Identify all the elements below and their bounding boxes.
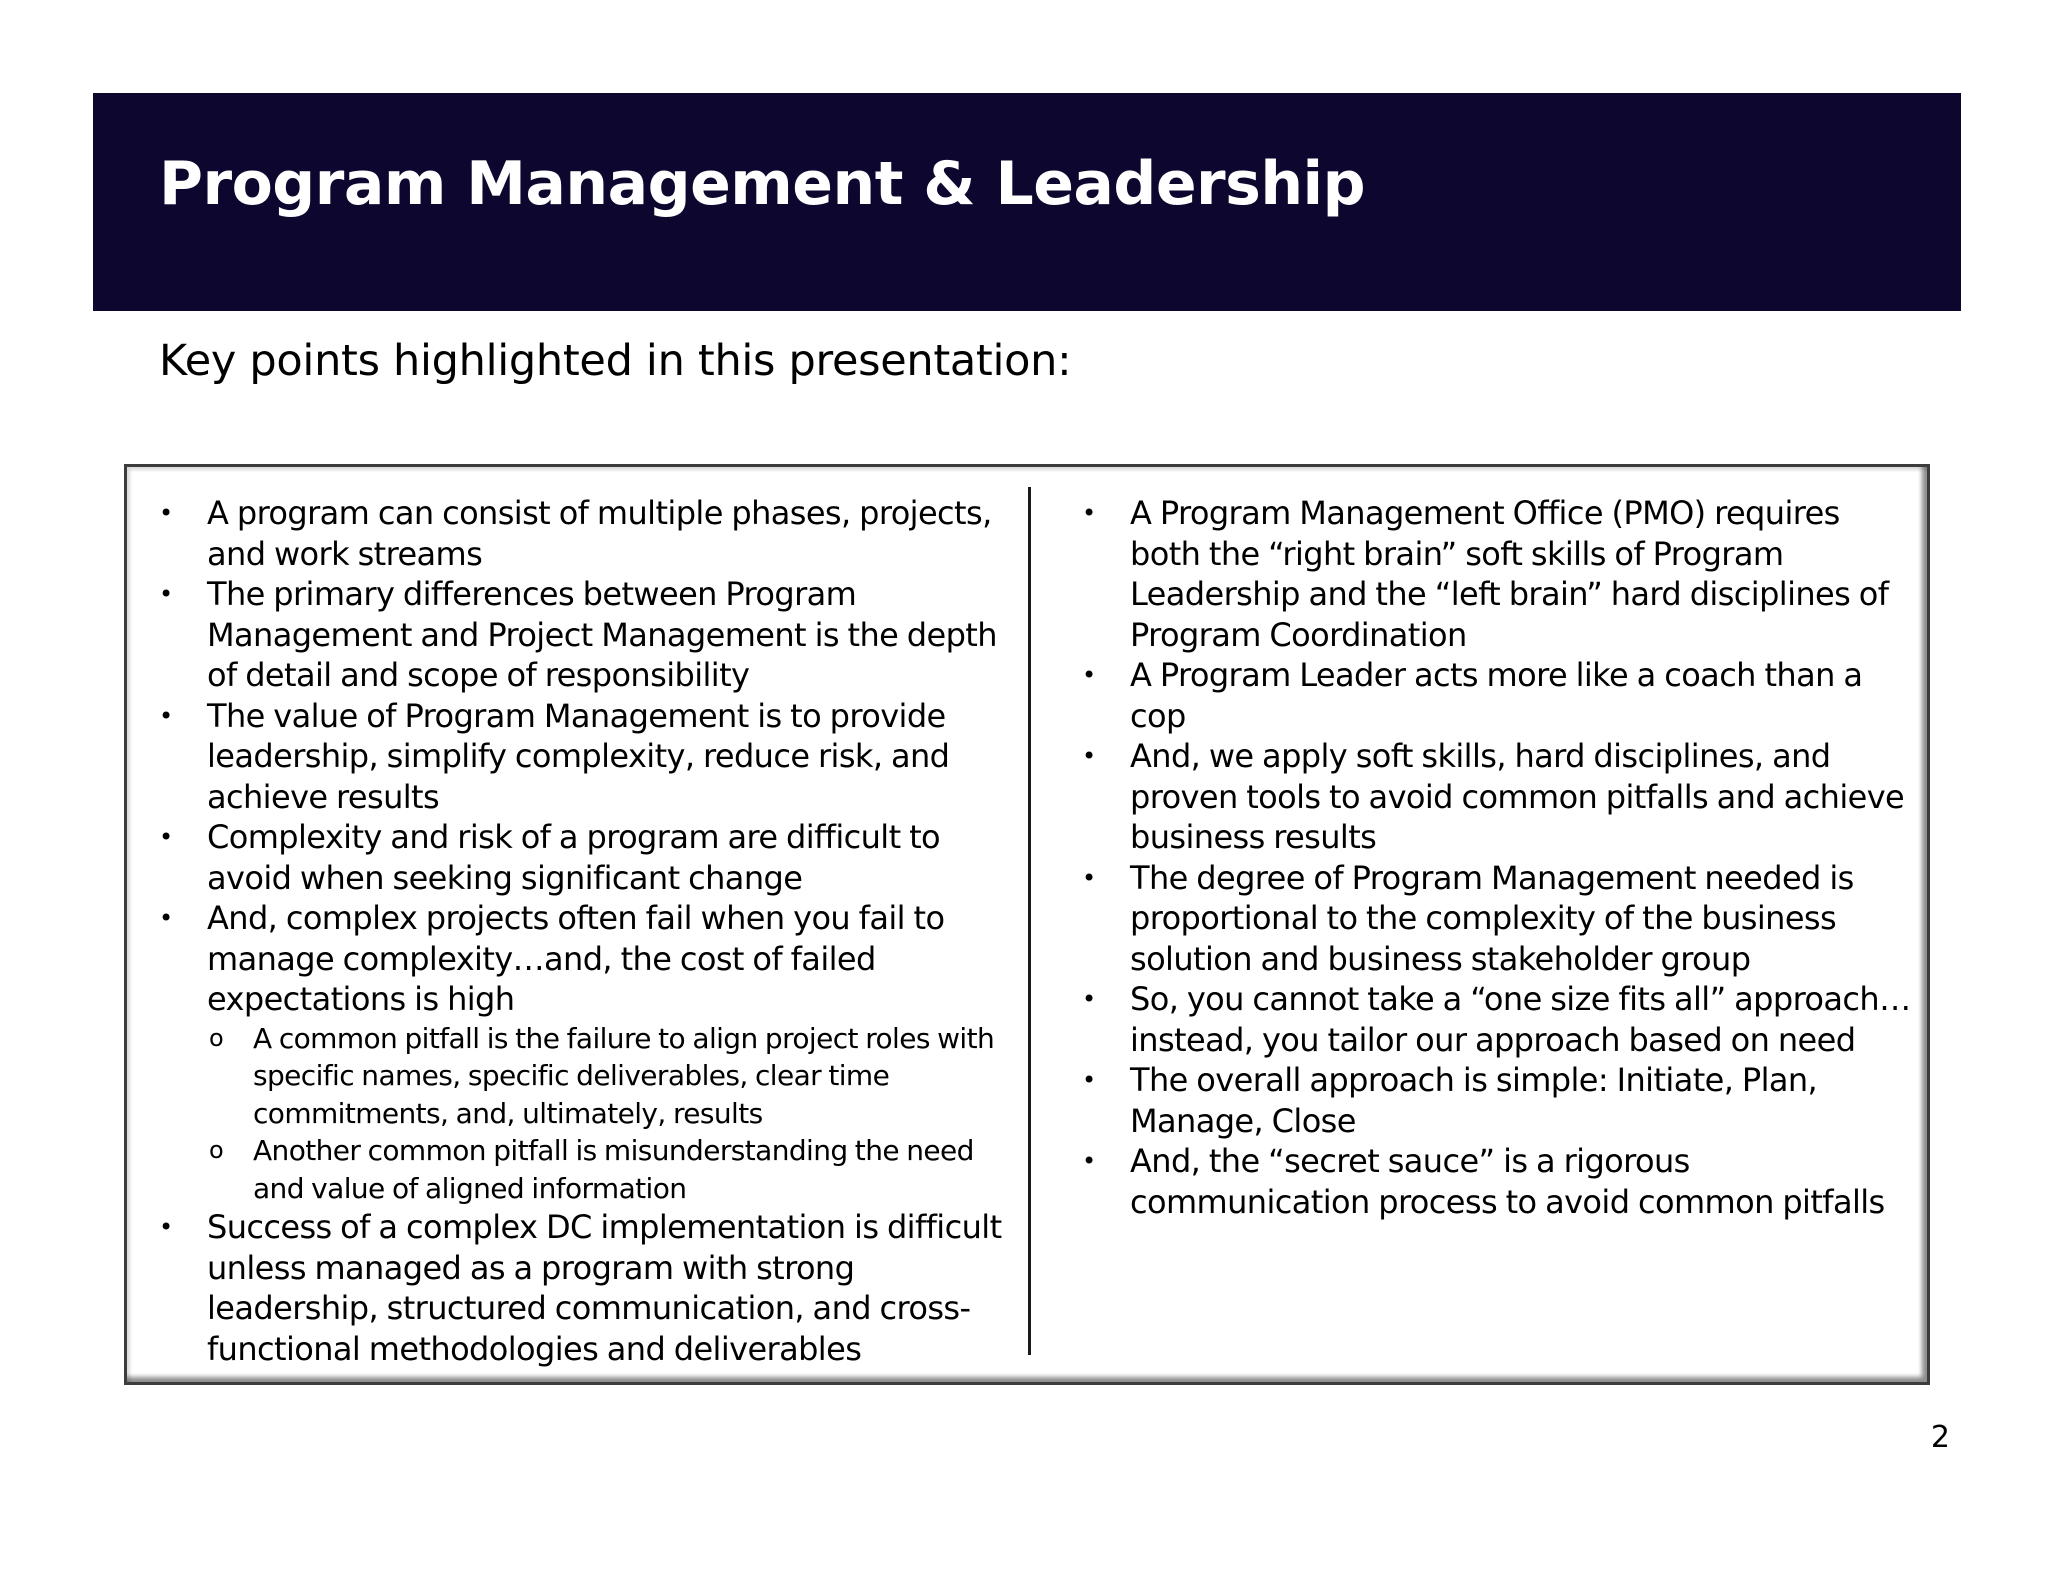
bullet-icon: •	[1082, 1066, 1096, 1094]
bullet-text: Complexity and risk of a program are difficult to avoid when seeking significant change	[207, 818, 941, 897]
list-item	[1082, 979, 1912, 1060]
right-column	[1082, 493, 1912, 1222]
list-item	[159, 1207, 1009, 1369]
list-item	[159, 898, 1009, 1207]
bullet-text: A program can consist of multiple phases, projects, and work streams	[207, 494, 992, 573]
key-points-box	[124, 464, 1930, 1385]
sub-list-item	[207, 1020, 1009, 1133]
circle-bullet-icon: o	[209, 1023, 224, 1052]
list-item	[159, 817, 1009, 898]
sub-list-item	[207, 1132, 1009, 1207]
list-item	[159, 696, 1009, 818]
bullet-text: The overall approach is simple: Initiate, Plan, Manage, Close	[1130, 1061, 1818, 1140]
slide-title: Program Management & Leadership	[159, 149, 1366, 219]
list-item	[1082, 493, 1912, 655]
bullet-text: And, the “secret sauce” is a rigorous communication process to avoid common pitfalls	[1130, 1142, 1885, 1221]
sub-bullet-list	[207, 1020, 1009, 1208]
bullet-icon: •	[1082, 661, 1096, 689]
bullet-icon: •	[159, 701, 173, 730]
bullet-icon: •	[159, 499, 173, 527]
list-item	[1082, 858, 1912, 980]
bullet-text: And, complex projects often fail when you fail to manage complexity…and, the cost of failed expectations is high	[207, 899, 945, 1018]
bullet-text: The primary differences between Program Management and Project Management is the depth of detail and scope of responsibility	[207, 575, 997, 694]
bullet-icon: •	[1082, 985, 1096, 1013]
right-bullet-list	[1082, 493, 1912, 1222]
bullet-text: Success of a complex DC implementation is difficult unless managed as a program with strong leadership, structured communication, and cross-functional methodologies and deliverables	[207, 1208, 1002, 1368]
bullet-text: A Program Leader acts more like a coach than a cop	[1130, 656, 1863, 735]
sub-bullet-text: Another common pitfall is misunderstanding the need and value of aligned information	[253, 1134, 974, 1205]
list-item	[1082, 736, 1912, 858]
bullet-text: A Program Management Office (PMO) requires both the “right brain” soft skills of Program Leadership and the “left brain” hard disciplines of Program Coordination	[1130, 494, 1889, 654]
list-item	[1082, 655, 1912, 736]
title-banner	[93, 93, 1961, 311]
bullet-icon: •	[159, 904, 173, 932]
bullet-text: And, we apply soft skills, hard disciplines, and proven tools to avoid common pitfalls and achieve business results	[1130, 737, 1905, 856]
bullet-text: The degree of Program Management needed is proportional to the complexity of the business solution and business stakeholder group	[1130, 858, 1854, 978]
page-number: 2	[1930, 1420, 1950, 1455]
list-item	[1082, 1141, 1912, 1222]
bullet-icon: •	[159, 580, 173, 608]
bullet-icon: •	[159, 823, 173, 851]
list-item	[159, 493, 1009, 574]
bullet-icon: •	[1082, 742, 1096, 770]
list-item	[159, 574, 1009, 696]
column-divider	[1028, 487, 1031, 1355]
bullet-text: The value of Program Management is to provide leadership, simplify complexity, reduce risk, and achieve results	[207, 696, 950, 816]
bullet-icon: •	[1082, 1147, 1096, 1175]
slide-subtitle: Key points highlighted in this presentation:	[159, 336, 1072, 386]
bullet-icon: •	[1082, 863, 1096, 892]
left-bullet-list	[159, 493, 1009, 1369]
left-column	[159, 493, 1009, 1369]
list-item	[1082, 1060, 1912, 1141]
sub-bullet-text: A common pitfall is the failure to align project roles with specific names, specific deliverables, clear time commitments, and, ultimately, results	[253, 1021, 995, 1130]
bullet-icon: •	[1082, 499, 1096, 527]
circle-bullet-icon: o	[209, 1136, 224, 1164]
bullet-text: So, you cannot take a “one size fits all” approach… instead, you tailor our approach based on need	[1130, 980, 1911, 1059]
bullet-icon: •	[159, 1213, 173, 1241]
